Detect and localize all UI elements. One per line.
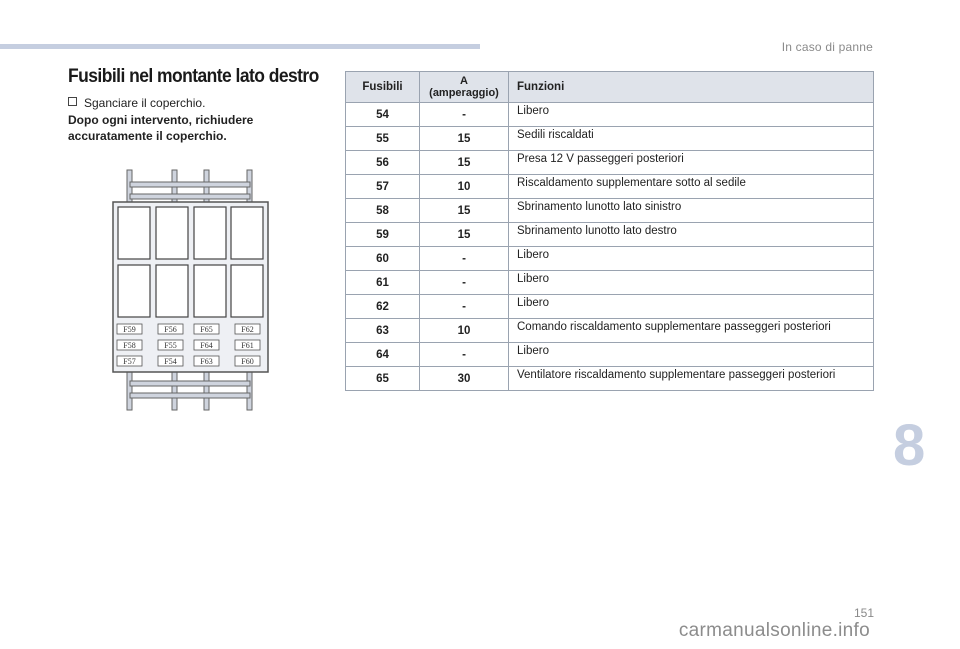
header-function: Funzioni <box>509 72 874 103</box>
fuse-number: 58 <box>346 199 420 223</box>
fuse-amperage: 30 <box>420 367 509 391</box>
header-amperage-line2: (amperaggio) <box>429 87 499 99</box>
fuse-amperage: - <box>420 295 509 319</box>
fuse-function: Libero <box>509 271 874 295</box>
chapter-number: 8 <box>893 413 926 478</box>
fuse-label: F59 <box>123 325 136 334</box>
fuse-number: 64 <box>346 343 420 367</box>
fuse-label: F64 <box>200 341 213 350</box>
fuse-number: 61 <box>346 271 420 295</box>
page-heading: Fusibili nel montante lato destro <box>68 66 319 87</box>
fuse-function: Libero <box>509 295 874 319</box>
fuse-function: Sedili riscaldati <box>509 127 874 151</box>
fuse-label: F56 <box>164 325 177 334</box>
watermark: carmanualsonline.info <box>678 620 870 641</box>
section-title: In caso di panne <box>781 40 873 54</box>
fuse-table <box>345 71 874 391</box>
table-row <box>346 151 874 175</box>
page-number: 151 <box>853 606 874 620</box>
fuse-function: Ventilatore riscaldamento supplementare passeggeri posteriori <box>509 367 874 391</box>
fuse-label: F61 <box>241 341 254 350</box>
fuse-label: F58 <box>123 341 136 350</box>
fuse-function: Comando riscaldamento supplementare passeggeri posteriori <box>509 319 874 343</box>
table-row <box>346 127 874 151</box>
fuse-function: Libero <box>509 103 874 127</box>
table-header-row <box>346 72 874 103</box>
fuse-label: F60 <box>241 357 254 366</box>
table-row <box>346 175 874 199</box>
fuse-box-diagram <box>110 168 272 412</box>
fuse-number: 62 <box>346 295 420 319</box>
instruction-text: Sganciare il coperchio. <box>84 96 206 110</box>
fuse-number: 65 <box>346 367 420 391</box>
table-row <box>346 367 874 391</box>
fuse-function: Libero <box>509 343 874 367</box>
fuse-amperage: 10 <box>420 319 509 343</box>
fuse-number: 60 <box>346 247 420 271</box>
fuse-number: 59 <box>346 223 420 247</box>
fuse-label: F57 <box>123 357 136 366</box>
table-row <box>346 343 874 367</box>
fuse-amperage: 10 <box>420 175 509 199</box>
fuse-function: Sbrinamento lunotto lato sinistro <box>509 199 874 223</box>
table-row <box>346 247 874 271</box>
warning-note: Dopo ogni intervento, richiudere accuratamente il coperchio. <box>68 113 254 143</box>
top-accent-bar <box>0 44 480 49</box>
header-fuse: Fusibili <box>346 72 420 103</box>
fuse-amperage: 15 <box>420 151 509 175</box>
fuse-label: F63 <box>200 357 213 366</box>
fuse-amperage: 15 <box>420 199 509 223</box>
fuse-number: 54 <box>346 103 420 127</box>
table-row <box>346 103 874 127</box>
fuse-amperage: 15 <box>420 127 509 151</box>
table-row <box>346 223 874 247</box>
fuse-label: F62 <box>241 325 254 334</box>
fuse-amperage: - <box>420 247 509 271</box>
fuse-function: Sbrinamento lunotto lato destro <box>509 223 874 247</box>
fuse-amperage: 15 <box>420 223 509 247</box>
fuse-amperage: - <box>420 271 509 295</box>
fuse-label: F65 <box>200 325 213 334</box>
table-row <box>346 271 874 295</box>
fuse-number: 56 <box>346 151 420 175</box>
table-row <box>346 319 874 343</box>
fuse-amperage: - <box>420 103 509 127</box>
checkbox-bullet-icon <box>68 97 77 106</box>
table-row <box>346 295 874 319</box>
header-amperage <box>420 72 509 103</box>
fuse-label: F55 <box>164 341 177 350</box>
fuse-number: 57 <box>346 175 420 199</box>
fuse-function: Presa 12 V passeggeri posteriori <box>509 151 874 175</box>
fuse-function: Libero <box>509 247 874 271</box>
instruction-item <box>68 96 205 110</box>
fuse-number: 63 <box>346 319 420 343</box>
fuse-amperage: - <box>420 343 509 367</box>
fuse-function: Riscaldamento supplementare sotto al sedile <box>509 175 874 199</box>
header-amperage-line1: A <box>460 75 468 87</box>
table-row <box>346 199 874 223</box>
fuse-label: F54 <box>164 357 177 366</box>
fuse-number: 55 <box>346 127 420 151</box>
